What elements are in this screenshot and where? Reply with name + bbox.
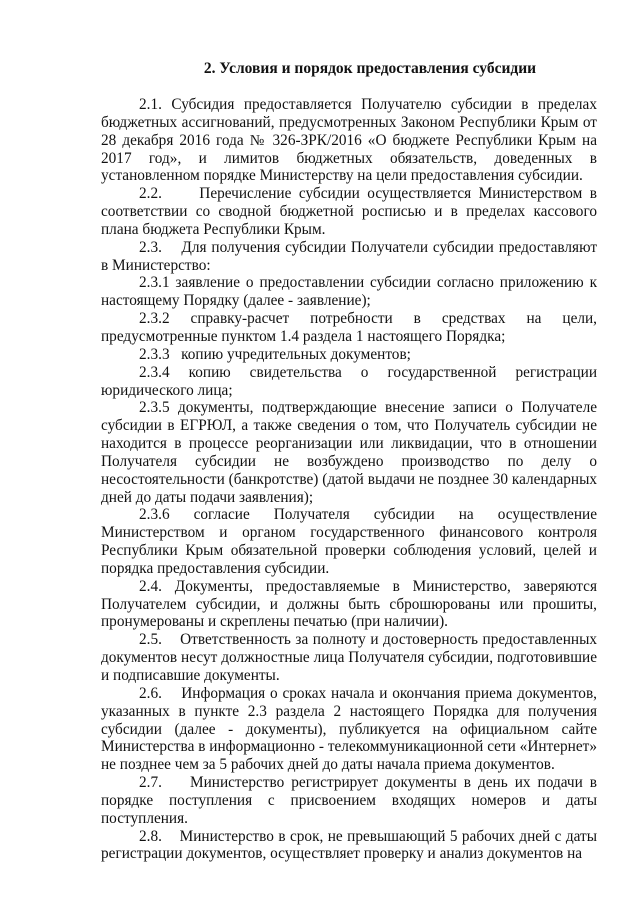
paragraph-text: копию свидетельства о государственной регистрации юридического лица; [101,363,598,399]
paragraph-number: 2.2. [139,185,162,203]
paragraph-number: 2.4. [139,577,162,595]
paragraph-2-7 [101,774,597,828]
paragraph-text: Перечисление субсидии осуществляется Министерством в соответствии со сводной бюджетной росписью и в пределах кассового плана бюджета Республики Крым. [101,185,597,238]
section-body [101,96,597,863]
paragraph-2-5 [101,631,597,685]
paragraph-number: 2.3.4 [139,363,170,381]
paragraph-number: 2.8. [139,827,162,845]
paragraph-number: 2.3.6 [139,506,170,524]
paragraph-number: 2.1. [139,96,162,113]
paragraph-number: 2.3.3 [139,345,170,363]
paragraph-2-3-2 [101,310,597,346]
paragraph-number: 2.6. [139,684,162,702]
paragraph-number: 2.3. [139,238,162,256]
paragraph-number: 2.3.5 [139,399,170,417]
paragraph-text: Министерство регистрирует документы в день их подачи в порядке поступления с присвоением входящих номеров и даты поступления. [101,774,598,827]
paragraph-text: Ответственность за полноту и достоверность предоставленных документов несут должностные лица Получателя субсидии, подготовившие и подписавшие документы. [101,631,597,684]
paragraph-text: Министерство в срок, не превышающий 5 рабочих дней с даты регистрации документов, осуществляет проверку и анализ документов на [101,827,598,863]
paragraph-number: 2.7. [139,774,162,792]
paragraph-2-4 [101,578,597,632]
paragraph-number: 2.5. [139,631,162,649]
paragraph-text: Для получения субсидии Получатели субсидии предоставляют в Министерство: [101,238,598,274]
paragraph-2-3-1 [101,274,597,310]
paragraph-2-3-6 [101,506,597,577]
paragraph-text: заявление о предоставлении субсидии согласно приложению к настоящему Порядку (далее - заявление); [101,274,598,310]
paragraph-text: Субсидия предоставляется Получателю субсидии в пределах бюджетных ассигнований, предусмотренных Законом Республики Крым от 28 декабря 2016 года № 326-ЗРК/2016 «О бюджете Республики Крым на 2017 год», и лимитов бюджетных обязательств, доведенных в установленном порядке Министерству на цели предоставления субсидии. [101,96,597,185]
paragraph-2-3-3 [101,346,597,364]
paragraph-2-8 [101,828,597,864]
paragraph-text: Документы, предоставляемые в Министерство, заверяются Получателем субсидии, и должны быть сброшюрованы или прошиты, пронумерованы и скреплены печатью (при наличии). [101,577,597,631]
paragraph-2-1 [101,96,597,185]
section-heading: 2. Условия и порядок предоставления субсидии [203,60,537,77]
paragraph-number: 2.3.2 [139,310,170,328]
paragraph-2-3-5 [101,399,597,506]
paragraph-2-3-4 [101,364,597,400]
paragraph-text: копию учредительных документов; [181,345,411,363]
paragraph-2-2 [101,185,597,239]
paragraph-text: Информация о сроках начала и окончания приема документов, указанных в пункте 2.3 раздела 2 настоящего Порядка для получения субсидии (далее - документы), публикуется на официальном сайте Министерства в информационно - телекоммуникационной сети «Интернет» не позднее чем за 5 рабочих дней до даты начала приема документов. [101,684,597,774]
paragraph-text: справку-расчет потребности в средствах на цели, предусмотренные пунктом 1.4 раздела 1 настоящего Порядка; [101,310,598,345]
paragraph-text: согласие Получателя субсидии на осуществление Министерством и органом государственного финансового контроля Республики Крым обязательной проверки соблюдения условий, целей и порядка предоставления субсидии. [101,506,597,577]
paragraph-2-3 [101,239,597,275]
paragraph-2-6 [101,685,597,774]
paragraph-text: документы, подтверждающие внесение записи о Получателе субсидии в ЕГРЮЛ, а также сведения о том, что Получатель субсидии не находится в процессе реорганизации или ликвидации, что в отношении Получателя субсидии не возбуждено производство по делу о несостоятельности (банкротстве) (датой выдачи не позднее 30 календарных дней до даты подачи заявления); [101,399,597,506]
paragraph-number: 2.3.1 [139,274,170,292]
